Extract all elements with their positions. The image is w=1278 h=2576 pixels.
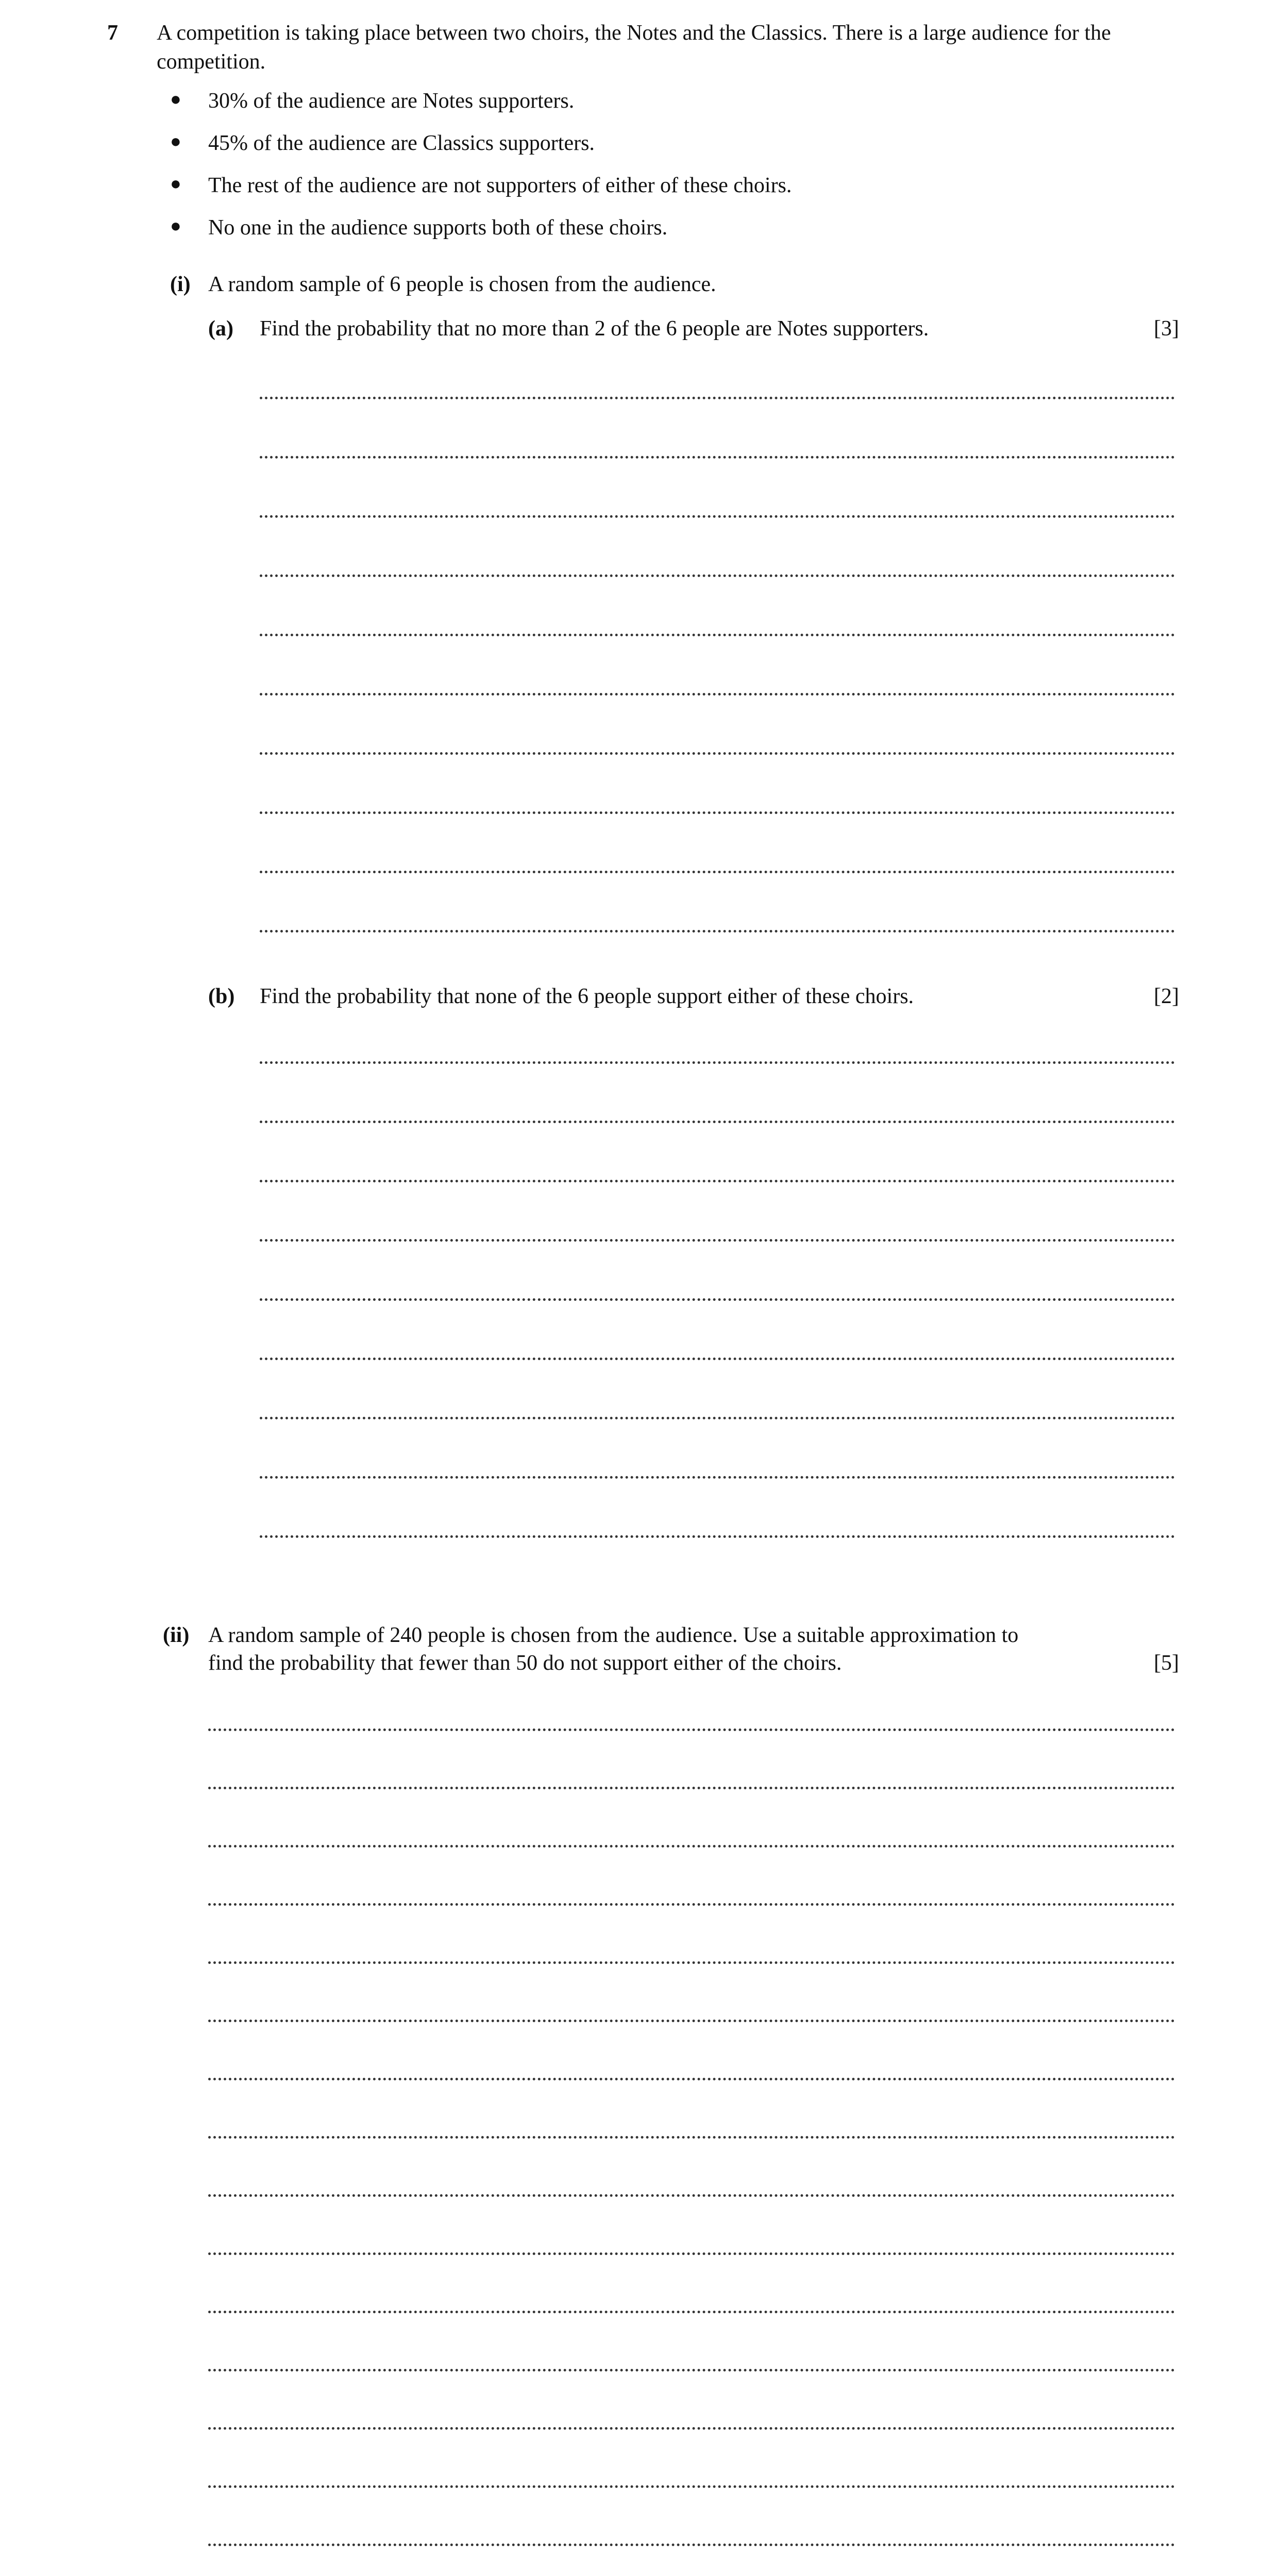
bullet-neither: The rest of the audience are not supporters of either of these choirs. — [208, 174, 792, 197]
answer-line[interactable] — [260, 1239, 1175, 1242]
answer-line[interactable] — [260, 1535, 1175, 1538]
answer-line[interactable] — [208, 2078, 1175, 2080]
answer-line[interactable] — [208, 2194, 1175, 2197]
answer-line[interactable] — [208, 1787, 1175, 1789]
part-i-a-text: Find the probability that no more than 2 of the 6 people are Notes supporters. — [260, 317, 929, 341]
part-ii-label: (ii) — [163, 1623, 190, 1647]
answer-line[interactable] — [208, 2369, 1175, 2371]
answer-line[interactable] — [208, 2544, 1175, 2546]
answer-line[interactable] — [208, 1903, 1175, 1906]
answer-line[interactable] — [260, 1358, 1175, 1360]
part-i-b-label: (b) — [208, 985, 235, 1008]
answer-line[interactable] — [260, 811, 1175, 814]
answer-line[interactable] — [208, 1728, 1175, 1731]
bullet-marker: ● — [170, 131, 181, 151]
answer-line[interactable] — [260, 752, 1175, 755]
question-number: 7 — [107, 21, 118, 45]
answer-line[interactable] — [208, 1961, 1175, 1964]
answer-line[interactable] — [208, 2020, 1175, 2022]
part-i-label: (i) — [170, 273, 191, 296]
answer-line[interactable] — [260, 574, 1175, 577]
bullet-classics-percent: 45% of the audience are Classics supporters. — [208, 131, 595, 155]
answer-line[interactable] — [260, 515, 1175, 518]
answer-line[interactable] — [260, 1121, 1175, 1123]
bullet-marker: ● — [170, 173, 181, 194]
part-ii-text-line1: A random sample of 240 people is chosen from the audience. Use a suitable approximation to — [208, 1623, 1019, 1647]
answer-line[interactable] — [260, 693, 1175, 696]
bullet-notes-percent: 30% of the audience are Notes supporters. — [208, 89, 575, 113]
answer-line[interactable] — [260, 397, 1175, 399]
answer-line[interactable] — [260, 1180, 1175, 1182]
answer-line[interactable] — [260, 871, 1175, 873]
part-i-b-marks: [2] — [1154, 985, 1179, 1008]
part-i-a-label: (a) — [208, 317, 233, 341]
answer-line[interactable] — [208, 1845, 1175, 1848]
part-i-a-marks: [3] — [1154, 317, 1179, 341]
answer-line[interactable] — [208, 2252, 1175, 2255]
answer-line[interactable] — [208, 2485, 1175, 2488]
answer-line[interactable] — [260, 930, 1175, 933]
question-intro: A competition is taking place between two choirs, the Notes and the Classics. There is a large audience for the competition. — [157, 21, 1111, 74]
answer-line[interactable] — [260, 1298, 1175, 1301]
part-ii-text-line2: find the probability that fewer than 50 do not support either of the choirs. — [208, 1651, 842, 1675]
bullet-no-both: No one in the audience supports both of these choirs. — [208, 216, 668, 240]
answer-line[interactable] — [208, 2136, 1175, 2139]
answer-line[interactable] — [260, 1061, 1175, 1064]
part-ii-marks: [5] — [1154, 1651, 1179, 1675]
answer-line[interactable] — [208, 2427, 1175, 2430]
bullet-marker: ● — [170, 89, 181, 109]
part-i-text: A random sample of 6 people is chosen from the audience. — [208, 273, 716, 296]
answer-line[interactable] — [260, 456, 1175, 459]
answer-line[interactable] — [260, 1476, 1175, 1479]
bullet-marker: ● — [170, 215, 181, 236]
answer-line[interactable] — [260, 1417, 1175, 1419]
answer-line[interactable] — [208, 2311, 1175, 2313]
part-i-b-text: Find the probability that none of the 6 people support either of these choirs. — [260, 985, 914, 1008]
answer-line[interactable] — [260, 634, 1175, 636]
